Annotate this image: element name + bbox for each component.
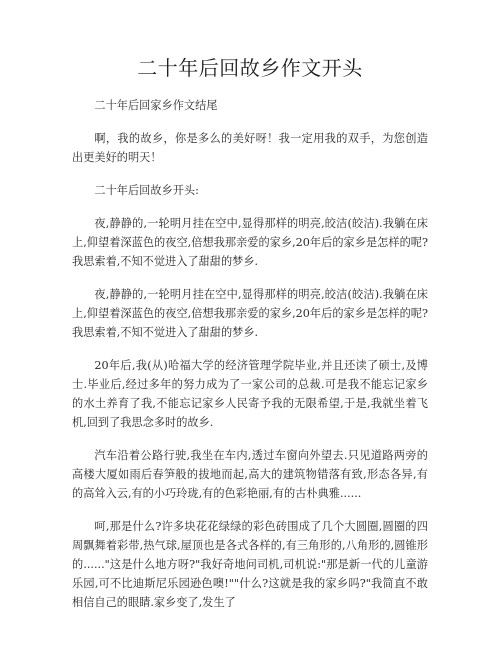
paragraph-6: 呵,那是什么?许多块花花绿绿的彩色砖围成了几个大圆圈,圆圈的四周飘舞着彩带,热气球,屋顶也是各式各样的,有三角形的,八角形的,圆锥形的......"这是什么地方呀?"我好奇地问司机,司机说:"那是新一代的儿童游乐园,可不比迪斯尼乐园逊色噢!""什么?这就是我的家乡吗?"我简直不敢相信自己的眼睛.家乡变了,发生了 xyxy=(72,520,428,609)
paragraph-5: 汽车沿着公路行驶,我坐在车内,透过车窗向外望去.只见道路两旁的高楼大厦如雨后春笋般的拔地而起,高大的建筑物错落有致,形态各异,有的高耸入云,有的小巧玲珑,有的色彩艳丽,有的古朴典雅...... xyxy=(72,449,428,500)
subheading-ending: 二十年后回家乡作文结尾 xyxy=(94,99,218,112)
paragraph-2: 夜,静静的,一轮明月挂在空中,显得那样的明亮,皎洁(皎洁).我躺在床上,仰望着深蓝色的夜空,倍想我那亲爱的家乡,20年后的家乡是怎样的呢?我思索着,不知不觉进入了甜甜的梦乡. xyxy=(72,217,428,268)
subheading-opening: 二十年后回故乡开头: xyxy=(94,184,199,197)
paragraph-4: 20年后,我(从)哈福大学的经济管理学院毕业,并且还读了硕士,及博士.毕业后,经过多年的努力成为了一家公司的总裁.可是我不能忘记家乡的水土养育了我,不能忘记家乡人民寄予我的无限希望,于是,我就坐着飞机,回到了我思念多时的故乡. xyxy=(72,359,428,429)
paragraph-3: 夜,静静的,一轮明月挂在空中,显得那样的明亮,皎洁(皎洁).我躺在床上,仰望着深蓝色的夜空,倍想我那亲爱的家乡,20年后的家乡是怎样的呢?我思索着,不知不觉进入了甜甜的梦乡. xyxy=(72,288,428,339)
page-title: 二十年后回故乡作文开头 xyxy=(137,56,363,80)
paragraph-1: 啊，我的故乡，你是多么的美好呀！我一定用我的双手，为您创造出更美好的明天！ xyxy=(72,132,428,164)
